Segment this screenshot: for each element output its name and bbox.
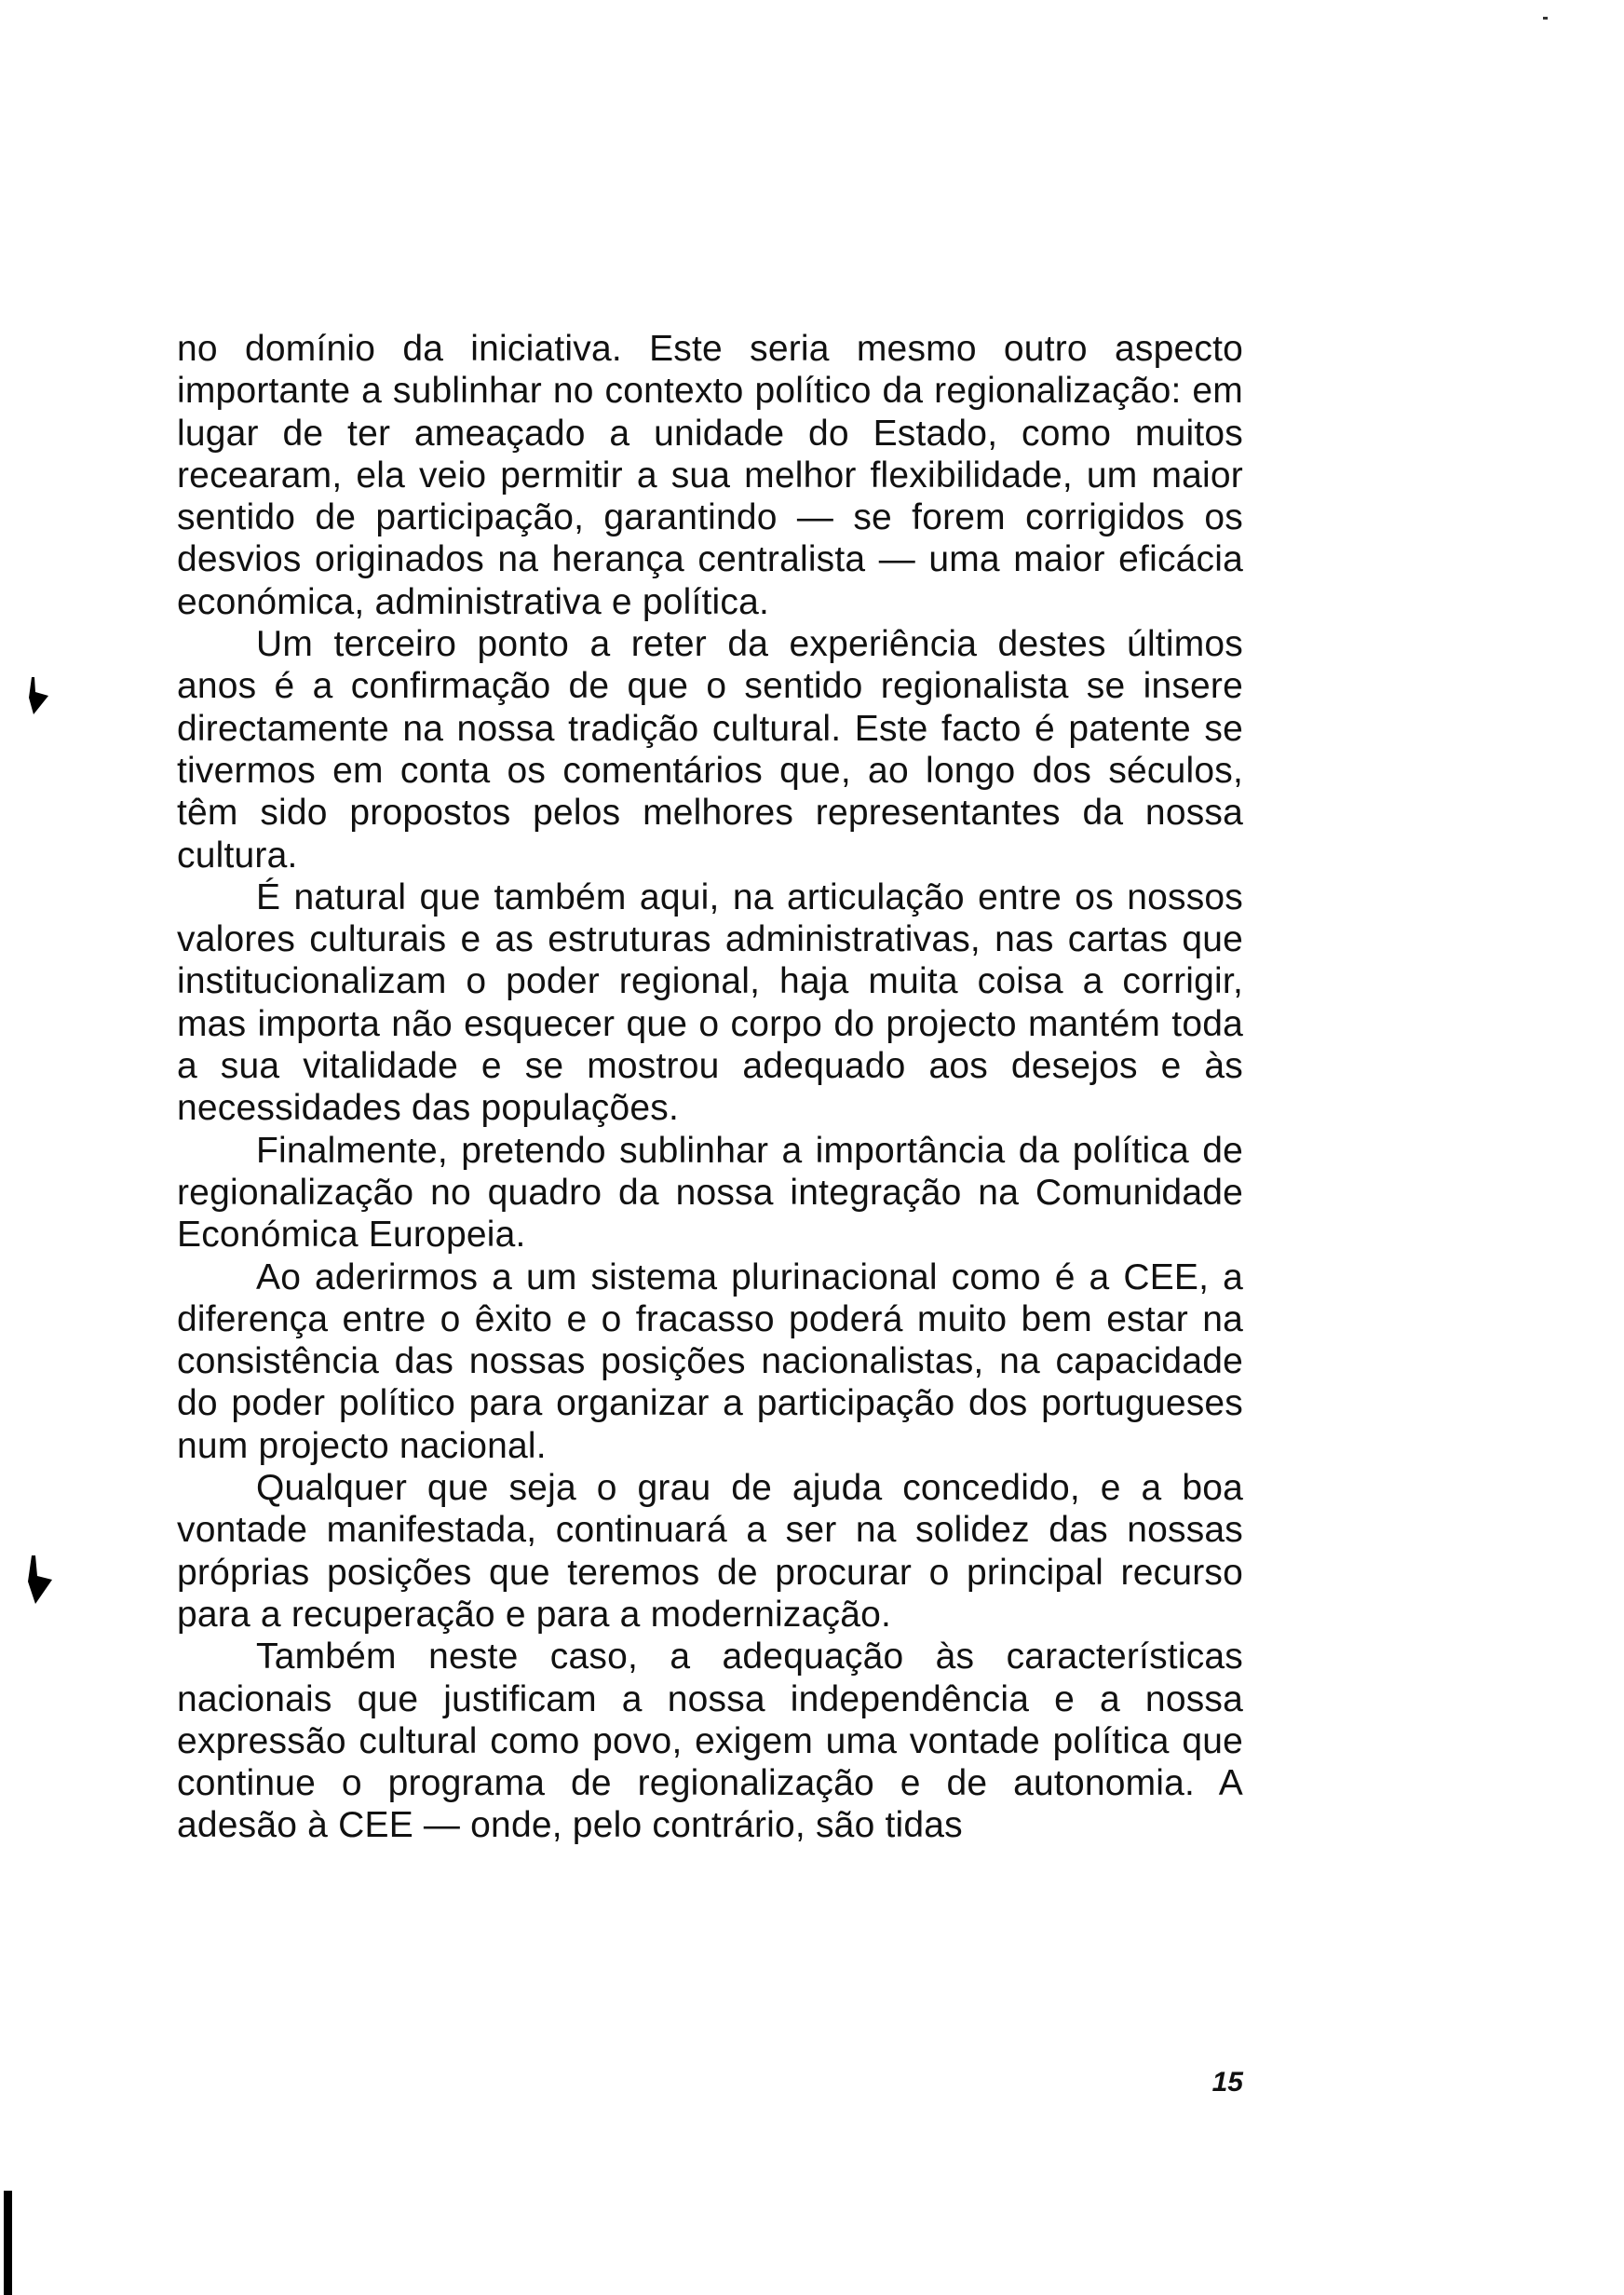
paragraph: no domínio da iniciativa. Este seria mesmo outro aspecto importante a sublinhar no contexto político da regionalização: em lugar de ter ameaçado a unidade do Estado, como muitos recearam, ela veio permitir a sua melhor flexibilidade, um maior sentido de participação, garantindo — se forem corrigidos os desvios originados na herança centralista — uma maior eficácia económica, administrativa e política. — [177, 329, 1243, 622]
margin-arrow-mark-icon — [26, 1554, 54, 1606]
body-text — [177, 328, 1243, 1847]
scan-edge-bar — [4, 2191, 12, 2295]
paragraph: Qualquer que seja o grau de ajuda concedido, e a boa vontade manifestada, continuará a ser na solidez das nossas próprias posições que teremos de procurar o principal recurso para a recuperação e para a modernização. — [177, 1468, 1243, 1635]
page-number: 15 — [1211, 2067, 1243, 2098]
paragraph: É natural que também aqui, na articulação entre os nossos valores culturais e as estruturas administrativas, nas cartas que institucionalizam o poder regional, haja muita coisa a corrigir, mas importa não esquecer que o corpo do projecto mantém toda a sua vitalidade e se mostrou adequado aos desejos e às necessidades das populações. — [177, 876, 1243, 1129]
paragraph: Ao aderirmos a um sistema plurinacional como é a CEE, a diferença entre o êxito e o fracasso poderá muito bem estar na consistência das nossas posições nacionalistas, na capacidade do poder político para organizar a participação dos portugueses num projecto nacional. — [177, 1256, 1243, 1466]
margin-arrow-mark-icon — [26, 675, 50, 716]
scan-speck — [1543, 17, 1548, 20]
paragraph: Finalmente, pretendo sublinhar a importância da política de regionalização no quadro da nossa integração na Comunidade Económica Europeia. — [177, 1130, 1243, 1256]
paragraph: Um terceiro ponto a reter da experiência destes últimos anos é a confirmação de que o sentido regionalista se insere directamente na nossa tradição cultural. Este facto é patente se tivermos em conta os comentários que, ao longo dos séculos, têm sido propostos pelos melhores representantes da nossa cultura. — [177, 624, 1243, 876]
paragraph: Também neste caso, a adequação às características nacionais que justificam a nossa independência e a nossa expressão cultural como povo, exigem uma vontade política que continue o programa de regionalização e de autonomia. A adesão à CEE — onde, pelo contrário, são tidas — [177, 1636, 1243, 1846]
